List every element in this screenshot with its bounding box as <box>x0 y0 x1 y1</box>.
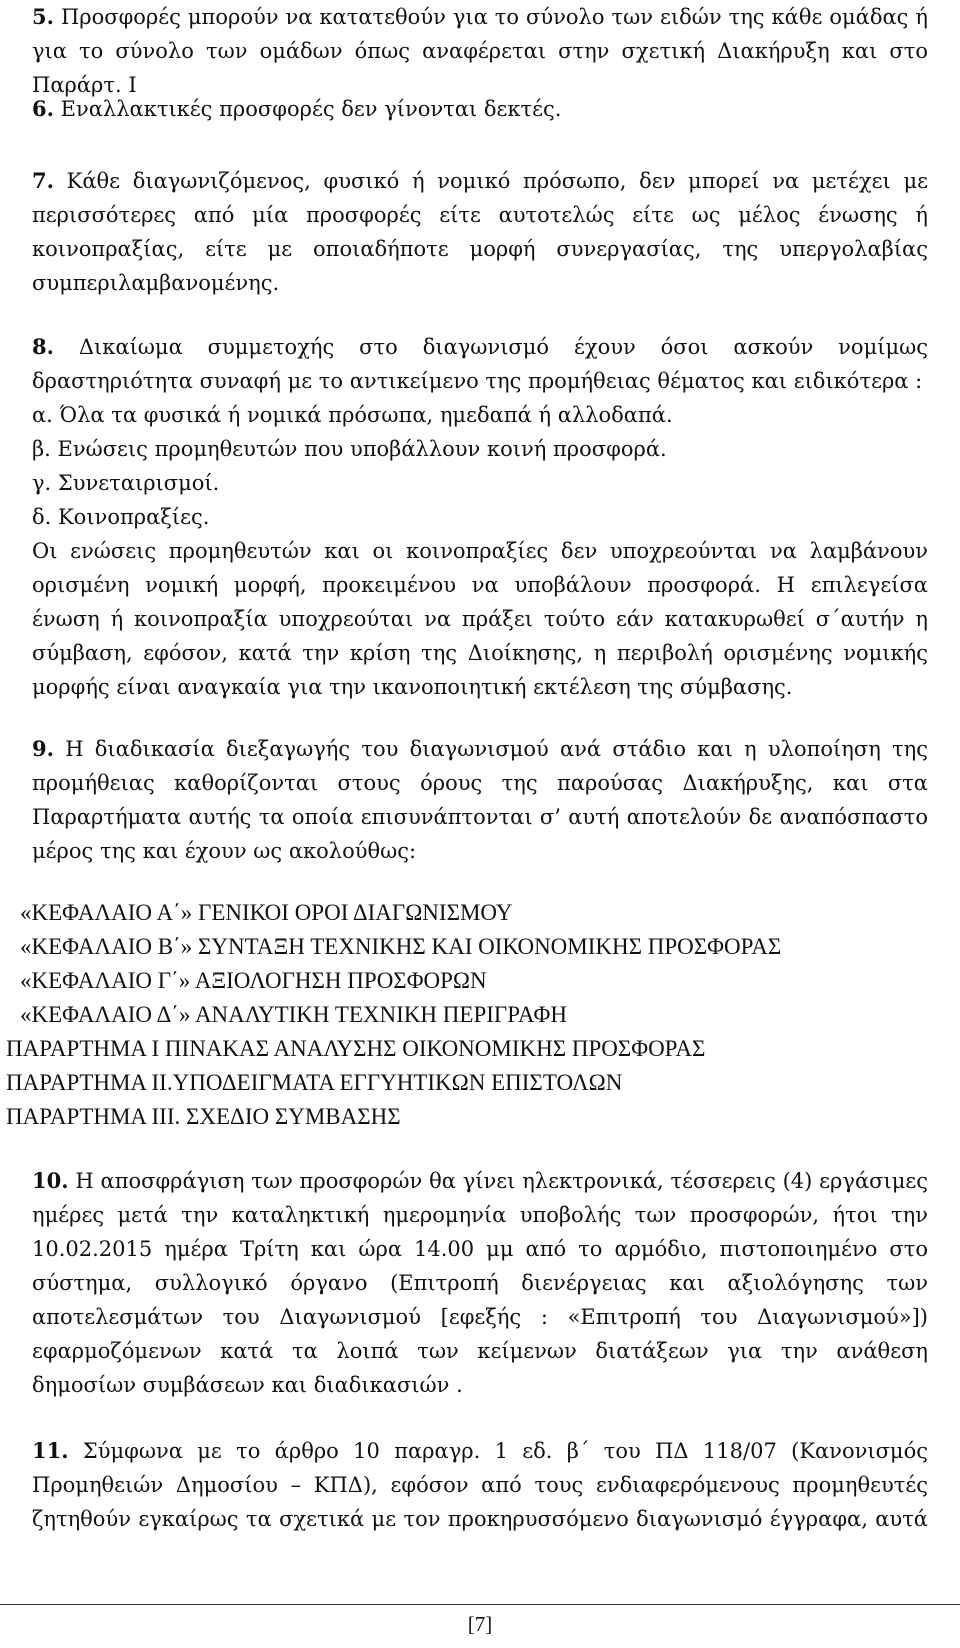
paragraph-number: 5. <box>32 4 54 29</box>
chapter-item: «ΚΕΦΑΛΑΙΟ Α΄» ΓΕΝΙΚΟΙ ΟΡΟΙ ΔΙΑΓΩΝΙΣΜΟΥ <box>20 900 513 925</box>
paragraph-number: 8. <box>32 334 54 359</box>
footer-rule <box>0 1604 960 1605</box>
paragraph-number: 7. <box>32 168 54 193</box>
paragraph-text: Κάθε διαγωνιζόμενος, φυσικό ή νομικό πρόσωπο, δεν μπορεί να μετέχει με περισσότερες από μία προσφορές είτε αυτοτελώς είτε ως μέλος ένωσης ή κοινοπραξίας, είτε με οποιαδήποτε μορφή συνεργασίας, της υπεργολαβίας συμπεριλαμβανομένης. <box>32 169 928 295</box>
list-item: β. Ενώσεις προμηθευτών που υποβάλλουν κοινή προσφορά. <box>32 437 667 461</box>
paragraph-6 <box>32 92 928 126</box>
paragraph-text: Σύμφωνα με το άρθρο 10 παραγρ. 1 εδ. β΄ του ΠΔ 118/07 (Κανονισμός Προμηθειών Δημοσίου – ΚΠΔ), εφόσον από τους ενδιαφερόμενους προμηθευτές ζητηθούν εγκαίρως τα σχετικά με τον προκηρυσσόμενο διαγωνισμό έγγραφα, αυτά <box>32 1439 928 1531</box>
list-item: γ. Συνεταιρισμοί. <box>32 471 220 495</box>
annex-item: ΠΑΡΑΡΤΗΜΑ ΙΙ.ΥΠΟΔΕΙΓΜΑΤΑ ΕΓΓΥΗΤΙΚΩΝ ΕΠΙΣΤΟΛΩΝ <box>6 1070 623 1095</box>
paragraph-text: Προσφορές μπορούν να κατατεθούν για το σύνολο των ειδών της κάθε ομάδας ή για το σύνολο των ομάδων όπως αναφέρεται στην σχετική Διακήρυξη και στο Παράρτ. Ι <box>32 5 929 97</box>
list-item: α. Όλα τα φυσικά ή νομικά πρόσωπα, ημεδαπά ή αλλοδαπά. <box>32 403 673 427</box>
chapter-item: «ΚΕΦΑΛΑΙΟ Δ΄» ΑΝΑΛΥΤΙΚΗ ΤΕΧΝΙΚΗ ΠΕΡΙΓΡΑΦΗ <box>20 1002 567 1027</box>
chapter-item: «ΚΕΦΑΛΑΙΟ Γ΄» ΑΞΙΟΛΟΓΗΣΗ ΠΡΟΣΦΟΡΩΝ <box>20 968 487 993</box>
paragraph-number: 10. <box>32 1168 69 1193</box>
annex-item: ΠΑΡΑΡΤΗΜΑ ΙΙΙ. ΣΧΕΔΙΟ ΣΥΜΒΑΣΗΣ <box>6 1104 401 1129</box>
chapter-item: «ΚΕΦΑΛΑΙΟ Β΄» ΣΥΝΤΑΞΗ ΤΕΧΝΙΚΗΣ ΚΑΙ ΟΙΚΟΝΟΜΙΚΗΣ ΠΡΟΣΦΟΡΑΣ <box>20 934 782 959</box>
paragraph-7 <box>32 164 928 300</box>
paragraph-5 <box>32 0 928 102</box>
paragraph-number: 11. <box>32 1438 69 1463</box>
paragraph-text: Η αποσφράγιση των προσφορών θα γίνει ηλεκτρονικά, τέσσερεις (4) εργάσιμες ημέρες μετά την καταληκτική ημερομηνία υποβολής των προσφορών, ήτοι την 10.02.2015 ημέρα Τρίτη και ώρα 14.00 μμ από το αρμόδιο, πιστοποιημένο στο σύστημα, συλλογικό όργανο (Επιτροπή διενέργειας και αξιολόγησης των αποτελεσμάτων του Διαγωνισμού [εφεξής : «Επιτροπή του Διαγωνισμού»]) εφαρμοζόμενων κατά τα λοιπά των κείμενων διατάξεων για την ανάθεση δημοσίων συμβάσεων και διαδικασιών . <box>32 1169 928 1397</box>
paragraph-8-list <box>32 398 928 534</box>
paragraph-number: 9. <box>32 736 54 761</box>
paragraph-11 <box>32 1434 928 1536</box>
paragraph-text: Η διαδικασία διεξαγωγής του διαγωνισμού ανά στάδιο και η υλοποίηση της προμήθειας καθορίζονται στους όρους της παρούσας Διακήρυξης, και στα Παραρτήματα αυτής τα οποία επισυνάπτονται σ’ αυτή αποτελούν δε αναπόσπαστο μέρος της και έχουν ως ακολούθως: <box>32 737 928 863</box>
list-item: δ. Κοινοπραξίες. <box>32 505 210 529</box>
paragraph-10 <box>32 1164 928 1402</box>
annex-item: ΠΑΡΑΡΤΗΜΑ Ι ΠΙΝΑΚΑΣ ΑΝΑΛΥΣΗΣ ΟΙΚΟΝΟΜΙΚΗΣ ΠΡΟΣΦΟΡΑΣ <box>6 1036 706 1061</box>
paragraph-text: Εναλλακτικές προσφορές δεν γίνονται δεκτές. <box>60 97 562 121</box>
paragraph-9 <box>32 732 928 868</box>
paragraph-8-note: Οι ενώσεις προμηθευτών και οι κοινοπραξίες δεν υποχρεούνται να λαμβάνουν ορισμένη νομική μορφή, προκειμένου να υποβάλουν προσφορά. Η επιλεγείσα ένωση ή κοινοπραξία υποχρεούται να πράξει τούτο εάν κατακυρωθεί σ΄αυτήν η σύμβαση, εφόσον, κατά την κρίση της Διοίκησης, η περιβολή ορισμένης νομικής μορφής είναι αναγκαία για την ικανοποιητική εκτέλεση της σύμβασης. <box>32 539 928 699</box>
page-number: [7] <box>467 1612 493 1636</box>
paragraph-number: 6. <box>32 96 54 121</box>
paragraph-8 <box>32 330 928 398</box>
paragraph-text: Δικαίωμα συμμετοχής στο διαγωνισμό έχουν όσοι ασκούν νομίμως δραστηριότητα συναφή με το αντικείμενο της προμήθειας θέματος και ειδικότερα : <box>32 335 928 393</box>
